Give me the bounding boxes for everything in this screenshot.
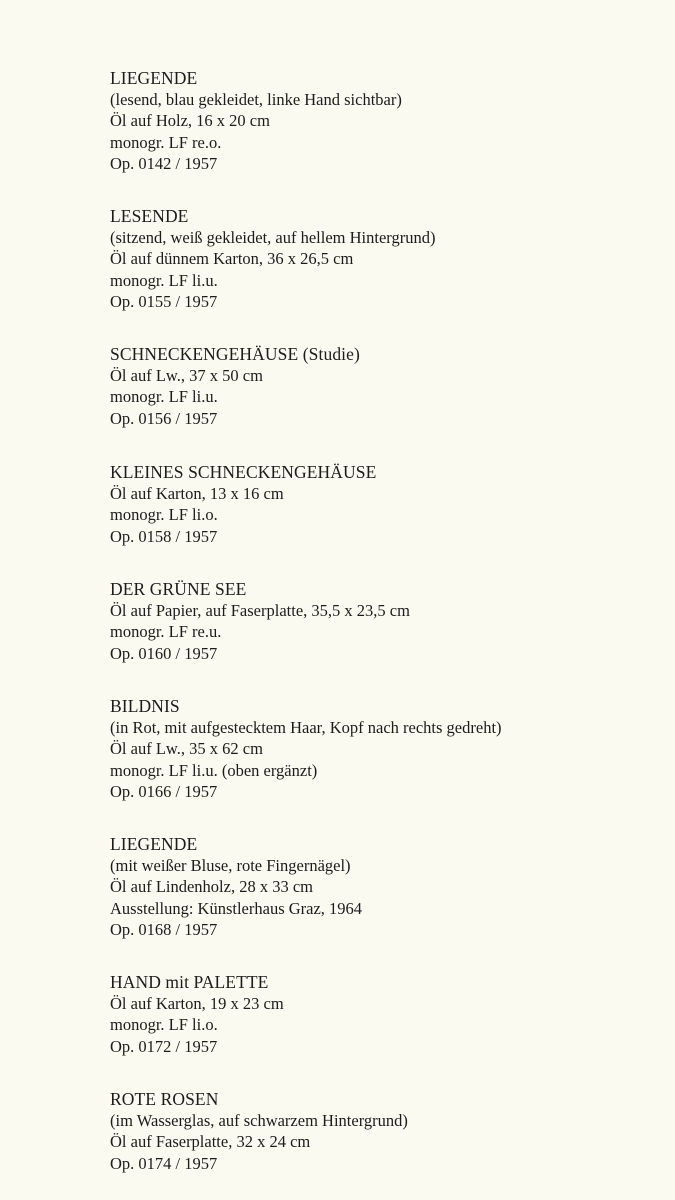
artwork-opus: Op. 0142 / 1957 — [110, 153, 218, 173]
artwork-opus: Op. 0166 / 1957 — [110, 781, 218, 801]
artwork-medium: Öl auf Holz, 16 x 20 cm — [110, 111, 270, 131]
artwork-medium: Öl auf Karton, 13 x 16 cm — [110, 484, 284, 504]
catalog-entry — [110, 344, 655, 429]
artwork-signature: monogr. LF li.u. — [110, 387, 218, 407]
artwork-title: BILDNIS — [110, 696, 180, 716]
artwork-medium: Öl auf Karton, 19 x 23 cm — [110, 994, 284, 1014]
artwork-description: (in Rot, mit aufgestecktem Haar, Kopf nach rechts gedreht) — [110, 718, 502, 738]
artwork-medium: Öl auf dünnem Karton, 36 x 26,5 cm — [110, 249, 354, 269]
artwork-title: DER GRÜNE SEE — [110, 579, 247, 599]
artwork-opus: Op. 0158 / 1957 — [110, 526, 218, 546]
artwork-medium: Öl auf Lw., 37 x 50 cm — [110, 366, 263, 386]
artwork-signature: monogr. LF li.u. — [110, 270, 218, 290]
artwork-signature: monogr. LF li.o. — [110, 505, 218, 525]
catalog-entry — [110, 1089, 655, 1174]
catalog-entry — [110, 696, 655, 802]
artwork-medium: Öl auf Faserplatte, 32 x 24 cm — [110, 1132, 311, 1152]
catalog-entry — [110, 68, 655, 174]
artwork-title: LIEGENDE — [110, 834, 198, 854]
artwork-title: KLEINES SCHNECKENGEHÄUSE — [110, 462, 377, 482]
artwork-signature: monogr. LF li.u. (oben ergänzt) — [110, 760, 318, 780]
artwork-medium: Öl auf Papier, auf Faserplatte, 35,5 x 23,5 cm — [110, 601, 410, 621]
artwork-description: (mit weißer Bluse, rote Fingernägel) — [110, 856, 351, 876]
artwork-title: ROTE ROSEN — [110, 1089, 219, 1109]
artwork-signature: monogr. LF re.o. — [110, 132, 222, 152]
artwork-medium: Öl auf Lindenholz, 28 x 33 cm — [110, 877, 313, 897]
artwork-title: LESENDE — [110, 206, 189, 226]
artwork-title: SCHNECKENGEHÄUSE (Studie) — [110, 344, 360, 364]
catalog-entry — [110, 579, 655, 664]
artwork-opus: Op. 0168 / 1957 — [110, 919, 218, 939]
catalog-entry — [110, 834, 655, 940]
catalog-entry — [110, 206, 655, 312]
artwork-title: LIEGENDE — [110, 68, 198, 88]
artwork-signature: monogr. LF re.u. — [110, 622, 222, 642]
artwork-medium: Öl auf Lw., 35 x 62 cm — [110, 739, 263, 759]
artwork-description: (sitzend, weiß gekleidet, auf hellem Hintergrund) — [110, 228, 436, 248]
artwork-opus: Op. 0155 / 1957 — [110, 291, 218, 311]
artwork-opus: Op. 0160 / 1957 — [110, 643, 218, 663]
artwork-title: HAND mit PALETTE — [110, 972, 269, 992]
artwork-signature: monogr. LF li.o. — [110, 1015, 218, 1035]
artwork-exhibition: Ausstellung: Künstlerhaus Graz, 1964 — [110, 898, 363, 918]
catalog-entry — [110, 462, 655, 547]
catalog-entry — [110, 972, 655, 1057]
artwork-opus: Op. 0156 / 1957 — [110, 408, 218, 428]
artwork-opus: Op. 0174 / 1957 — [110, 1153, 218, 1173]
artwork-description: (lesend, blau gekleidet, linke Hand sichtbar) — [110, 90, 402, 110]
artwork-opus: Op. 0172 / 1957 — [110, 1036, 218, 1056]
artwork-description: (im Wasserglas, auf schwarzem Hintergrund) — [110, 1111, 408, 1131]
